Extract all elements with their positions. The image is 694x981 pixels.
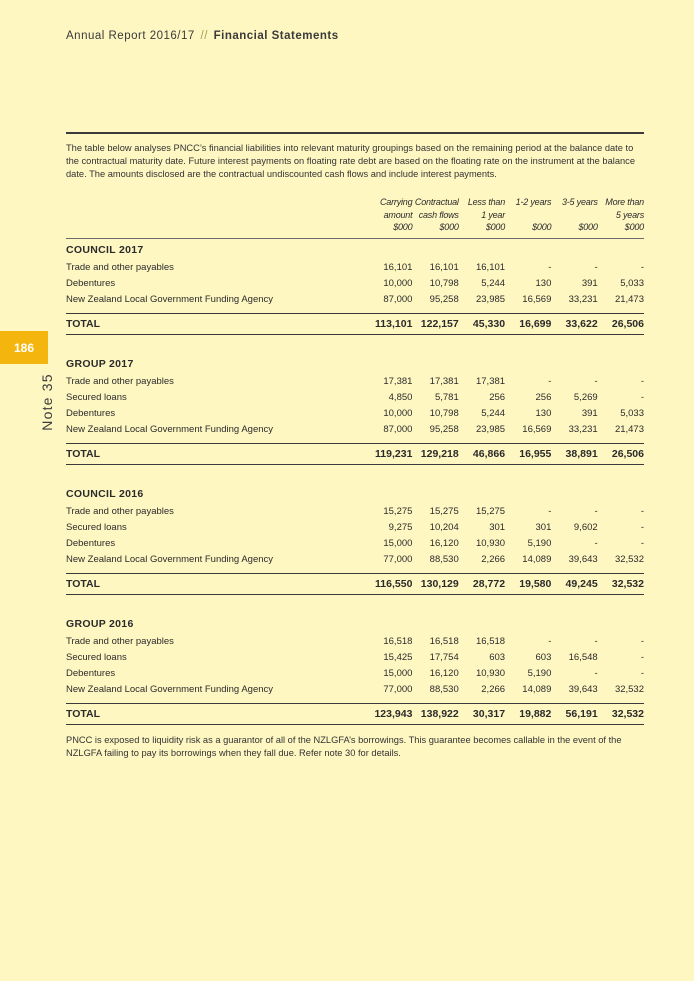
value-cell: 5,190	[527, 668, 552, 679]
value-cell: 5,244	[481, 278, 506, 289]
value-cell: 10,798	[429, 278, 459, 289]
value-cell: 5,033	[620, 278, 644, 289]
total-value-cell: 46,866	[459, 443, 505, 464]
value-cell: 15,000	[383, 668, 413, 679]
value-cell: 16,120	[429, 668, 459, 679]
total-value-cell: 32,532	[598, 573, 644, 594]
value-cell: 95,258	[429, 424, 459, 435]
value-cell: 256	[489, 392, 506, 403]
value-cell: -	[640, 652, 644, 663]
value-cell: 16,548	[568, 652, 598, 663]
value-cell: -	[594, 262, 598, 273]
section-spacer	[66, 594, 644, 613]
column-header-line1: 3-5 years	[561, 197, 598, 207]
value-cell: 301	[535, 522, 552, 533]
total-value-cell: 130,129	[412, 573, 458, 594]
column-header-line1: Contractual	[414, 197, 459, 207]
table-body	[66, 238, 644, 724]
value-cell: 10,000	[383, 278, 413, 289]
value-cell: 15,425	[383, 652, 413, 663]
table-row	[66, 260, 644, 276]
value-cell: 15,000	[383, 538, 413, 549]
value-cell: -	[640, 262, 644, 273]
value-cell: 87,000	[383, 424, 413, 435]
table-row	[66, 536, 644, 552]
value-cell: 10,930	[475, 668, 506, 679]
value-cell: 95,258	[429, 294, 459, 305]
table-row	[66, 520, 644, 536]
column-header-line2: amount	[383, 209, 413, 220]
column-header	[598, 196, 644, 238]
value-cell: 10,000	[383, 408, 413, 419]
row-label: Trade and other payables	[66, 636, 174, 647]
intro-paragraph: The table below analyses PNCC’s financial liabilities into relevant maturity groupings based on the remaining period at the balance date to the contractual maturity date. Future interest payments on floating rate debt are based on the floating rate on the instrument at the balance date. The amounts disclosed are the contractual undiscounted cash flows and include interest payments.	[66, 143, 636, 179]
value-cell: 16,518	[475, 636, 506, 647]
row-label: Secured loans	[66, 392, 127, 403]
total-label: TOTAL	[66, 443, 366, 464]
value-cell: 88,530	[429, 684, 459, 695]
row-label: New Zealand Local Government Funding Agency	[66, 684, 274, 695]
section-spacer	[66, 464, 644, 483]
value-cell: 77,000	[383, 554, 413, 565]
column-header	[505, 196, 551, 238]
total-value-cell: 38,891	[551, 443, 597, 464]
column-header-line2: 1 year	[481, 209, 506, 220]
total-value-cell: 26,506	[598, 443, 644, 464]
column-header-row	[66, 196, 644, 238]
value-cell: 301	[489, 522, 506, 533]
maturity-table	[66, 196, 644, 725]
spacer-cell	[66, 334, 644, 353]
value-cell: -	[640, 376, 644, 387]
value-cell: 130	[535, 408, 552, 419]
total-value-cell: 19,580	[505, 573, 551, 594]
column-header-line3: $000	[532, 222, 552, 232]
value-cell: 77,000	[383, 684, 413, 695]
value-cell: -	[640, 668, 644, 679]
value-cell: 17,381	[429, 376, 459, 387]
value-cell: 16,120	[429, 538, 459, 549]
main-content	[66, 132, 644, 769]
row-label: Debentures	[66, 538, 116, 549]
section-heading-row	[66, 613, 644, 634]
value-cell: 391	[581, 408, 598, 419]
section-heading-row	[66, 353, 644, 374]
total-row	[66, 703, 644, 724]
value-cell: -	[640, 636, 644, 647]
total-value-cell: 119,231	[366, 443, 412, 464]
column-header-line2: cash flows	[418, 209, 459, 220]
value-cell: 88,530	[429, 554, 459, 565]
value-cell: 5,269	[573, 392, 598, 403]
value-cell: -	[640, 392, 644, 403]
total-label: TOTAL	[66, 573, 366, 594]
row-label: New Zealand Local Government Funding Agency	[66, 294, 274, 305]
value-cell: 15,275	[475, 506, 506, 517]
column-header-line1: Less than	[467, 197, 506, 207]
value-cell: 16,101	[383, 262, 413, 273]
value-cell: -	[640, 506, 644, 517]
value-cell: 5,781	[434, 392, 459, 403]
table-row	[66, 552, 644, 568]
value-cell: 14,089	[522, 684, 552, 695]
column-header-line1: Carrying	[380, 197, 413, 207]
value-cell: -	[594, 636, 598, 647]
value-cell: -	[594, 506, 598, 517]
value-cell: 5,244	[481, 408, 506, 419]
value-cell: 4,850	[388, 392, 413, 403]
section-title: Financial Statements	[213, 30, 339, 42]
total-value-cell: 49,245	[551, 573, 597, 594]
total-label: TOTAL	[66, 313, 366, 334]
table-row	[66, 292, 644, 308]
table-row	[66, 422, 644, 438]
total-label: TOTAL	[66, 703, 366, 724]
value-cell: 87,000	[383, 294, 413, 305]
table-row	[66, 634, 644, 650]
value-cell: 17,381	[383, 376, 413, 387]
column-header	[551, 196, 597, 238]
column-header-line3: $000	[578, 222, 598, 232]
column-header	[412, 196, 458, 238]
value-cell: 23,985	[475, 294, 506, 305]
report-title: Annual Report 2016/17	[66, 30, 195, 42]
total-value-cell: 123,943	[366, 703, 412, 724]
value-cell: 16,101	[429, 262, 459, 273]
page-header	[66, 30, 339, 42]
value-cell: 33,231	[568, 294, 598, 305]
value-cell: 5,190	[527, 538, 552, 549]
value-cell: 32,532	[614, 554, 644, 565]
total-value-cell: 138,922	[412, 703, 458, 724]
section-title: GROUP 2016	[66, 618, 134, 630]
total-value-cell: 33,622	[551, 313, 597, 334]
value-cell: 39,643	[568, 554, 598, 565]
value-cell: -	[594, 538, 598, 549]
value-cell: 603	[535, 652, 552, 663]
total-row	[66, 443, 644, 464]
value-cell: 256	[535, 392, 552, 403]
note-label: Note 35	[39, 373, 55, 431]
value-cell: -	[548, 636, 552, 647]
column-header-line1: More than	[605, 197, 644, 207]
table-row	[66, 276, 644, 292]
value-cell: 17,381	[475, 376, 506, 387]
table-row	[66, 390, 644, 406]
section-title: COUNCIL 2017	[66, 244, 144, 256]
spacer-cell	[66, 594, 644, 613]
value-cell: 2,266	[481, 554, 506, 565]
column-header-line3: $000	[393, 222, 413, 232]
value-cell: 23,985	[475, 424, 506, 435]
row-label: New Zealand Local Government Funding Agency	[66, 424, 274, 435]
total-row	[66, 573, 644, 594]
total-value-cell: 32,532	[598, 703, 644, 724]
total-value-cell: 56,191	[551, 703, 597, 724]
value-cell: 16,569	[522, 294, 552, 305]
value-cell: 21,473	[614, 424, 644, 435]
value-cell: -	[594, 376, 598, 387]
row-label: Trade and other payables	[66, 376, 174, 387]
total-value-cell: 129,218	[412, 443, 458, 464]
row-label: New Zealand Local Government Funding Agency	[66, 554, 274, 565]
column-header-line3: $000	[485, 222, 506, 232]
page-number: 186	[13, 340, 35, 355]
value-cell: 10,798	[429, 408, 459, 419]
value-cell: -	[548, 262, 552, 273]
row-label: Debentures	[66, 668, 116, 679]
table-row	[66, 682, 644, 698]
value-cell: 16,518	[383, 636, 413, 647]
value-cell: 603	[489, 652, 506, 663]
value-cell: 21,473	[614, 294, 644, 305]
row-label: Debentures	[66, 278, 116, 289]
value-cell: 16,569	[522, 424, 552, 435]
value-cell: 16,518	[429, 636, 459, 647]
section-spacer	[66, 334, 644, 353]
value-cell: -	[640, 522, 644, 533]
table-row	[66, 406, 644, 422]
value-cell: 391	[581, 278, 598, 289]
total-value-cell: 122,157	[412, 313, 458, 334]
total-value-cell: 116,550	[366, 573, 412, 594]
value-cell: 33,231	[568, 424, 598, 435]
row-label: Secured loans	[66, 652, 127, 663]
header-separator: //	[200, 30, 208, 42]
row-label: Trade and other payables	[66, 506, 174, 517]
total-value-cell: 19,882	[505, 703, 551, 724]
value-cell: -	[548, 506, 552, 517]
column-header-line3: $000	[624, 222, 644, 232]
value-cell: 130	[535, 278, 552, 289]
table-row	[66, 666, 644, 682]
total-row	[66, 313, 644, 334]
value-cell: 15,275	[429, 506, 459, 517]
value-cell: -	[548, 376, 552, 387]
value-cell: -	[640, 538, 644, 549]
total-value-cell: 113,101	[366, 313, 412, 334]
page-number-tab	[0, 331, 48, 364]
total-value-cell: 45,330	[459, 313, 505, 334]
footer-note: PNCC is exposed to liquidity risk as a guarantor of all of the NZLGFA’s borrowings. This guarantee becomes callable in the event of the NZLGFA failing to pay its borrowings when they fall due. Refer note 30 for details.	[66, 734, 622, 758]
spacer-cell	[66, 464, 644, 483]
value-cell: 2,266	[481, 684, 506, 695]
total-value-cell: 26,506	[598, 313, 644, 334]
row-label: Debentures	[66, 408, 116, 419]
row-label: Trade and other payables	[66, 262, 174, 273]
value-cell: 32,532	[614, 684, 644, 695]
column-header-line2: 5 years	[615, 209, 644, 220]
value-cell: 15,275	[383, 506, 413, 517]
section-title: GROUP 2017	[66, 358, 134, 370]
section-title: COUNCIL 2016	[66, 488, 144, 500]
value-cell: 5,033	[620, 408, 644, 419]
row-label: Secured loans	[66, 522, 127, 533]
value-cell: 14,089	[522, 554, 552, 565]
column-header	[366, 196, 412, 238]
column-header-line2	[551, 209, 597, 222]
table-row	[66, 374, 644, 390]
value-cell: 10,930	[475, 538, 506, 549]
section-heading-row	[66, 483, 644, 504]
value-cell: -	[594, 668, 598, 679]
column-header-line1: 1-2 years	[515, 197, 552, 207]
value-cell: 9,602	[573, 522, 598, 533]
column-header	[459, 196, 505, 238]
total-value-cell: 16,955	[505, 443, 551, 464]
value-cell: 10,204	[429, 522, 459, 533]
total-value-cell: 30,317	[459, 703, 505, 724]
value-cell: 16,101	[475, 262, 506, 273]
label-column-header	[66, 196, 366, 238]
table-row	[66, 650, 644, 666]
total-value-cell: 28,772	[459, 573, 505, 594]
column-header-line3: $000	[439, 222, 459, 232]
total-value-cell: 16,699	[505, 313, 551, 334]
value-cell: 17,754	[429, 652, 459, 663]
section-heading-row	[66, 238, 644, 260]
table-row	[66, 504, 644, 520]
value-cell: 9,275	[388, 522, 413, 533]
column-header-line2	[505, 209, 551, 222]
value-cell: 39,643	[568, 684, 598, 695]
